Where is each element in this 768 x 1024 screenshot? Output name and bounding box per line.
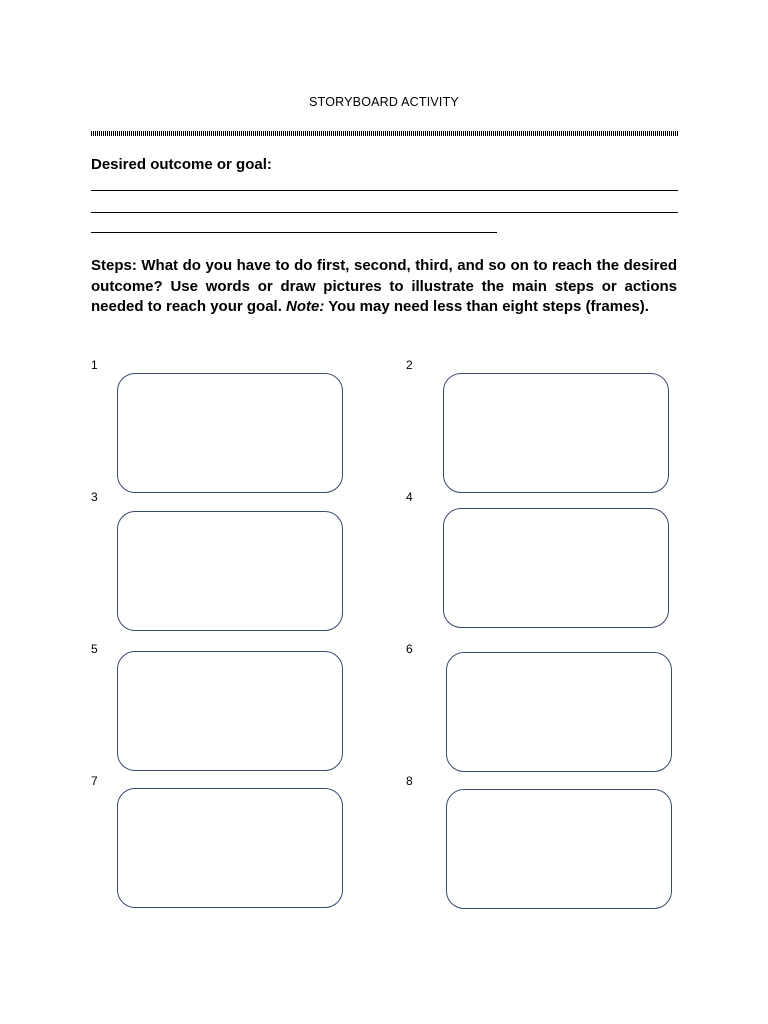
steps-instructions-main: Steps: What do you have to do first, second, third, and so on to reach the desired outcome? Use words or draw pictures to illustrate the main steps or actions needed to reach your goal.: [91, 257, 677, 316]
frame-number: 5: [91, 642, 98, 656]
goal-answer-line[interactable]: [91, 190, 678, 191]
goal-answer-line[interactable]: [91, 232, 497, 233]
steps-instructions: [91, 256, 677, 318]
storyboard-frame-7[interactable]: [117, 788, 343, 908]
storyboard-frame-3[interactable]: [117, 511, 343, 631]
frame-number: 6: [406, 642, 413, 656]
frame-number: 8: [406, 774, 413, 788]
goal-label: Desired outcome or goal:: [91, 156, 272, 173]
goal-answer-line[interactable]: [91, 212, 678, 213]
steps-note-label: Note:: [286, 298, 325, 316]
frame-number: 7: [91, 774, 98, 788]
storyboard-frame-6[interactable]: [446, 652, 672, 772]
frame-number: 3: [91, 490, 98, 504]
storyboard-frame-4[interactable]: [443, 508, 669, 628]
frame-number: 4: [406, 490, 413, 504]
storyboard-frame-8[interactable]: [446, 789, 672, 909]
steps-instructions-end: You may need less than eight steps (frames).: [324, 298, 649, 316]
storyboard-frame-2[interactable]: [443, 373, 669, 493]
header-divider: [91, 131, 678, 136]
storyboard-frame-5[interactable]: [117, 651, 343, 771]
frame-number: 2: [406, 358, 413, 372]
storyboard-frame-1[interactable]: [117, 373, 343, 493]
frame-number: 1: [91, 358, 98, 372]
page-title: STORYBOARD ACTIVITY: [309, 95, 459, 109]
